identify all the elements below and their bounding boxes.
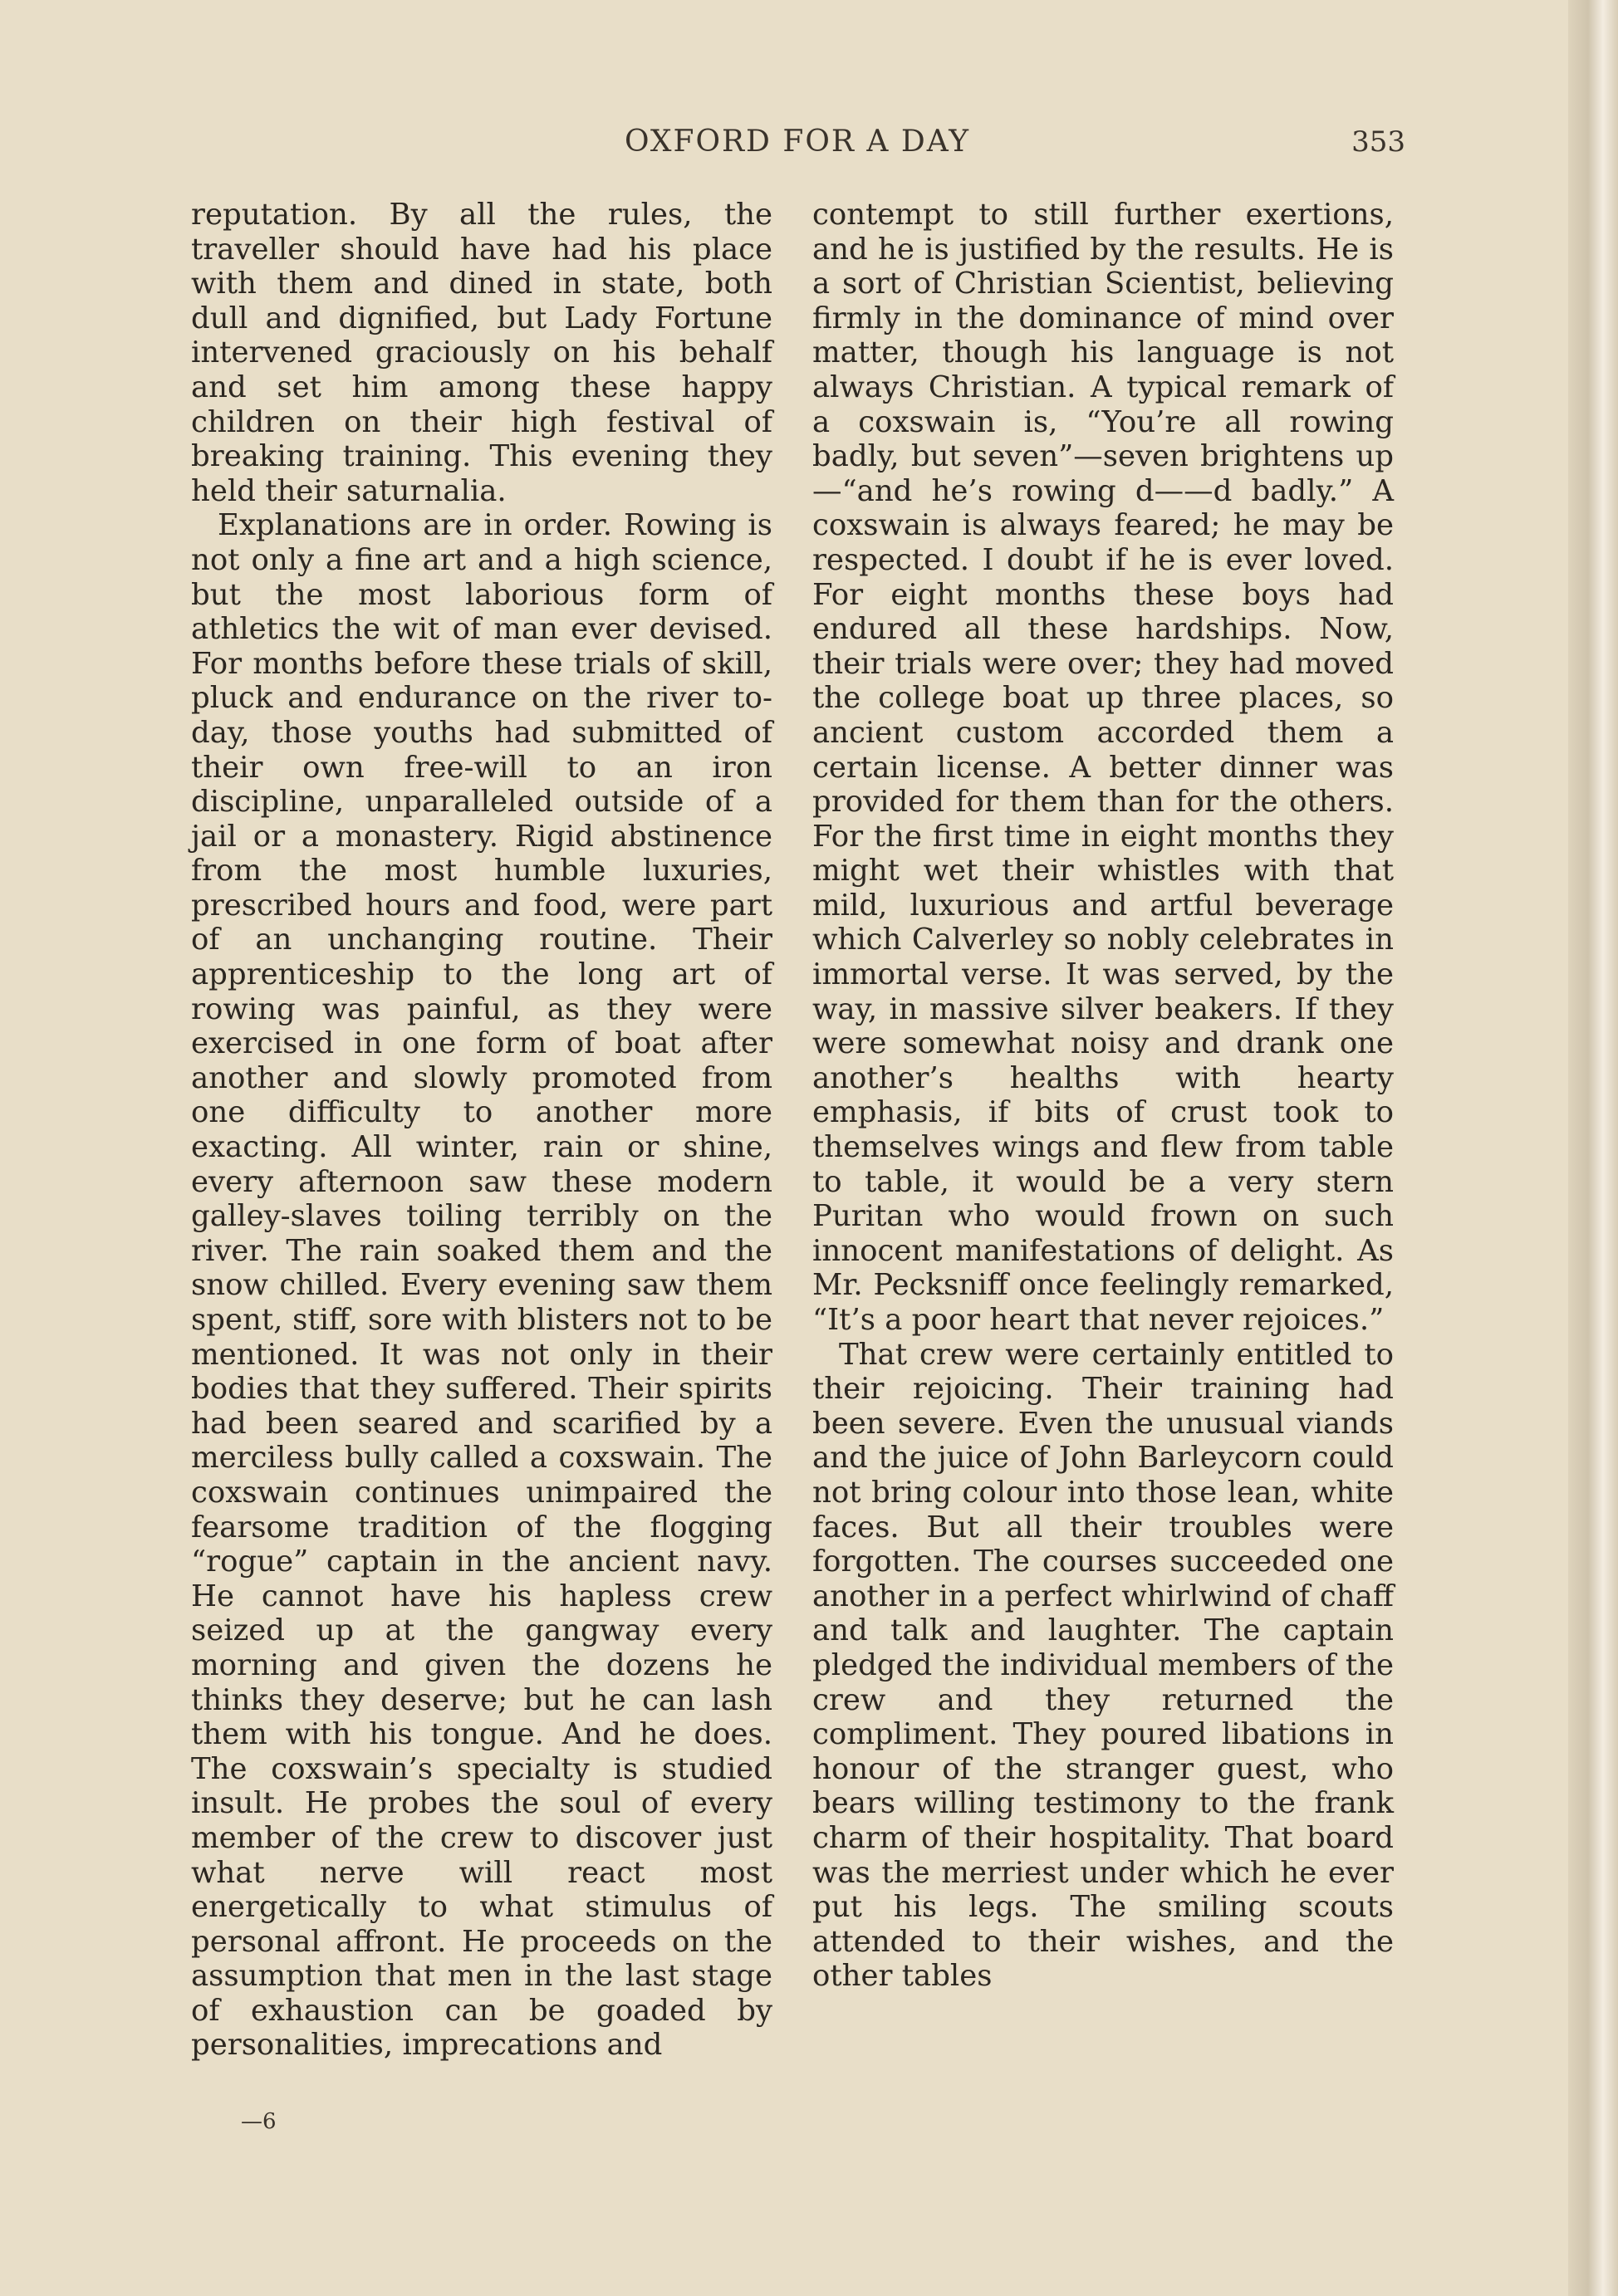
running-title: OXFORD FOR A DAY [624,125,971,159]
signature-mark: —6 [241,2109,277,2134]
right-column [812,198,1394,1994]
page-number: 353 [1351,125,1405,159]
left-column [191,198,772,2063]
paragraph: That crew were certainly entitled to their rejoicing. Their training had been severe. Even the unusual viands and the juice of John Barleycorn could not bring colour into those lean, white faces. But all their troubles were forgotten. The courses succeeded one another in a perfect whirlwind of chaff and talk and laughter. The captain pledged the individual members of the crew and they returned the compliment. They poured libations in honour of the stranger guest, who bears willing testimony to the frank charm of their hospitality. That board was the merriest under which he ever put his legs. The smiling scouts attended to their wishes, and the other tables [812,1337,1394,1994]
paragraph: Explanations are in order. Rowing is not only a fine art and a high science, but the most laborious form of athletics the wit of man ever devised. For months before these trials of skill, pluck and endurance on the river to-day, those youths had submitted of their own free-will to an iron discipline, unparalleled outside of a jail or a monastery. Rigid abstinence from the most humble luxuries, prescribed hours and food, were part of an unchanging routine. Their apprenticeship to the long art of rowing was painful, as they were exercised in one form of boat after another and slowly promoted from one difficulty to another more exacting. All winter, rain or shine, every afternoon saw these modern galley-slaves toiling terribly on the river. The rain soaked them and the snow chilled. Every evening saw them spent, stiff, sore with blisters not to be mentioned. It was not only in their bodies that they suffered. Their spirits had been seared and scarified by a merciless bully called a coxswain. The coxswain continues unimpaired the fearsome tradition of the flogging “rogue” captain in the ancient navy. He cannot have his hapless crew seized up at the gangway every morning and given the dozens he thinks they deserve; but he can lash them with his tongue. And he does. The coxswain’s specialty is studied insult. He probes the soul of every member of the crew to discover just what nerve will react most energetically to what stimulus of personal affront. He proceeds on the assumption that men in the last stage of exhaustion can be goaded by personalities, imprecations and [191,508,772,2063]
running-header [189,121,1405,163]
paragraph: contempt to still further exertions, and he is justified by the results. He is a sort of Christian Scientist, believing firmly in the dominance of mind over matter, though his language is not always Christian. A typical remark of a coxswain is, “You’re all rowing badly, but seven”—seven brightens up—“and he’s rowing d——d badly.” A coxswain is always feared; he may be respected. I doubt if he is ever loved. For eight months these boys had endured all these hardships. Now, their trials were over; they had moved the college boat up three places, so ancient custom accorded them a certain license. A better dinner was provided for them than for the others. For the first time in eight months they might wet their whistles with that mild, luxurious and artful beverage which Calverley so nobly celebrates in immortal verse. It was served, by the way, in massive silver beakers. If they were somewhat noisy and drank one another’s healths with hearty emphasis, if bits of crust took to themselves wings and flew from table to table, it would be a very stern Puritan who would frown on such innocent manifestations of delight. As Mr. Pecksniff once feelingly remarked, “It’s a poor heart that never rejoices.” [812,198,1394,1337]
page-gutter-edge [1568,0,1618,2296]
paragraph: reputation. By all the rules, the traveller should have had his place with them and dined in state, both dull and dignified, but Lady Fortune intervened graciously on his behalf and set him among these happy children on their high festival of breaking training. This evening they held their saturnalia. [191,198,772,508]
